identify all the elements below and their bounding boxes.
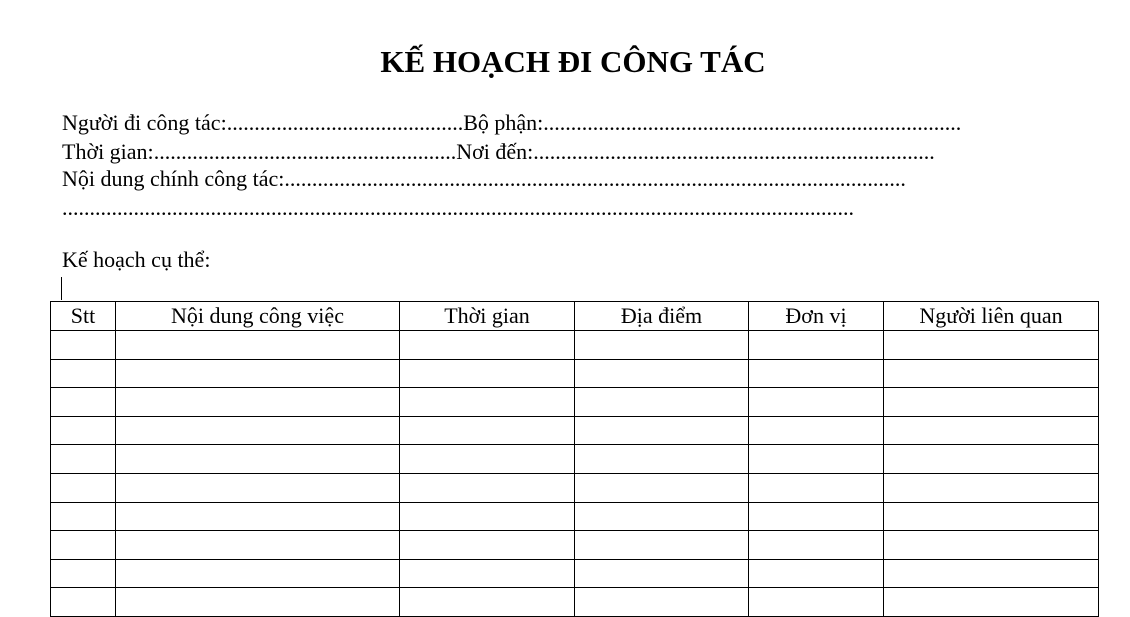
table-cell[interactable] [116, 502, 400, 531]
table-cell[interactable] [884, 445, 1099, 474]
table-row [51, 588, 1099, 617]
table-cell[interactable] [116, 359, 400, 388]
table-cell[interactable] [51, 531, 116, 560]
department-label: Bộ phận: [463, 110, 544, 135]
table-cell[interactable] [400, 473, 575, 502]
table-cell[interactable] [400, 445, 575, 474]
table-row [51, 331, 1099, 360]
table-cell[interactable] [51, 502, 116, 531]
table-cell[interactable] [51, 416, 116, 445]
destination-label: Nơi đến: [456, 139, 534, 164]
table-cell[interactable] [116, 445, 400, 474]
table-cell[interactable] [884, 531, 1099, 560]
plan-table [50, 301, 1099, 617]
person-label: Người đi công tác: [62, 110, 227, 135]
table-cell[interactable] [575, 445, 749, 474]
person-department-line [62, 110, 961, 136]
table-cell[interactable] [116, 531, 400, 560]
table-cell[interactable] [400, 502, 575, 531]
table-cell[interactable] [575, 588, 749, 617]
table-cell[interactable] [749, 559, 884, 588]
time-label: Thời gian: [62, 139, 154, 164]
content-line [62, 166, 906, 192]
table-cell[interactable] [116, 588, 400, 617]
table-cell[interactable] [400, 588, 575, 617]
table-cell[interactable] [749, 331, 884, 360]
table-cell[interactable] [884, 388, 1099, 417]
table-cell[interactable] [575, 473, 749, 502]
table-cell[interactable] [400, 531, 575, 560]
header-task-content: Nội dung công việc [116, 302, 400, 331]
table-cell[interactable] [51, 388, 116, 417]
table-cell[interactable] [575, 502, 749, 531]
table-cell[interactable] [116, 473, 400, 502]
plan-label: Kế hoạch cụ thể: [62, 247, 211, 272]
table-row [51, 388, 1099, 417]
table-cell[interactable] [749, 588, 884, 617]
table-cell[interactable] [116, 388, 400, 417]
table-cell[interactable] [749, 445, 884, 474]
table-cell[interactable] [575, 559, 749, 588]
table-cell[interactable] [575, 359, 749, 388]
table-cell[interactable] [116, 559, 400, 588]
header-location: Địa điểm [575, 302, 749, 331]
table-cell[interactable] [575, 388, 749, 417]
text-cursor [61, 277, 62, 300]
table-cell[interactable] [749, 473, 884, 502]
table-cell[interactable] [884, 502, 1099, 531]
table-row [51, 445, 1099, 474]
header-stt: Stt [51, 302, 116, 331]
department-field[interactable]: ............................................................................ [543, 110, 962, 135]
content-label: Nội dung chính công tác: [62, 166, 285, 191]
header-unit: Đơn vị [749, 302, 884, 331]
table-cell[interactable] [749, 502, 884, 531]
table-cell[interactable] [51, 559, 116, 588]
table-cell[interactable] [884, 359, 1099, 388]
table-cell[interactable] [51, 473, 116, 502]
table-row [51, 559, 1099, 588]
table-header-row [51, 302, 1099, 331]
table-cell[interactable] [116, 331, 400, 360]
table-cell[interactable] [51, 445, 116, 474]
table-cell[interactable] [575, 531, 749, 560]
table-row [51, 473, 1099, 502]
table-cell[interactable] [400, 559, 575, 588]
table-cell[interactable] [749, 388, 884, 417]
content-continuation-field[interactable]: ................................................................................................................................................ [62, 195, 854, 220]
table-cell[interactable] [749, 359, 884, 388]
table-row [51, 416, 1099, 445]
table-cell[interactable] [51, 359, 116, 388]
table-cell[interactable] [400, 331, 575, 360]
table-cell[interactable] [749, 416, 884, 445]
table-cell[interactable] [575, 416, 749, 445]
content-continuation-line [62, 195, 854, 221]
table-cell[interactable] [884, 473, 1099, 502]
time-field[interactable]: ....................................................... [153, 139, 457, 164]
table-row [51, 531, 1099, 560]
table-cell[interactable] [884, 416, 1099, 445]
table-cell[interactable] [749, 531, 884, 560]
table-cell[interactable] [400, 388, 575, 417]
person-field[interactable]: ........................................... [226, 110, 464, 135]
table-cell[interactable] [116, 416, 400, 445]
table-cell[interactable] [400, 416, 575, 445]
time-destination-line [62, 139, 935, 165]
table-cell[interactable] [51, 588, 116, 617]
table-cell[interactable] [884, 559, 1099, 588]
content-field[interactable]: ................................................................................................................. [284, 166, 906, 191]
header-related-person: Người liên quan [884, 302, 1099, 331]
table-cell[interactable] [400, 359, 575, 388]
table-cell[interactable] [51, 331, 116, 360]
table-row [51, 359, 1099, 388]
table-row [51, 502, 1099, 531]
table-cell[interactable] [884, 331, 1099, 360]
table-cell[interactable] [575, 331, 749, 360]
document-title: KẾ HOẠCH ĐI CÔNG TÁC [380, 44, 766, 79]
table-cell[interactable] [884, 588, 1099, 617]
destination-field[interactable]: ......................................................................... [533, 139, 935, 164]
header-time: Thời gian [400, 302, 575, 331]
